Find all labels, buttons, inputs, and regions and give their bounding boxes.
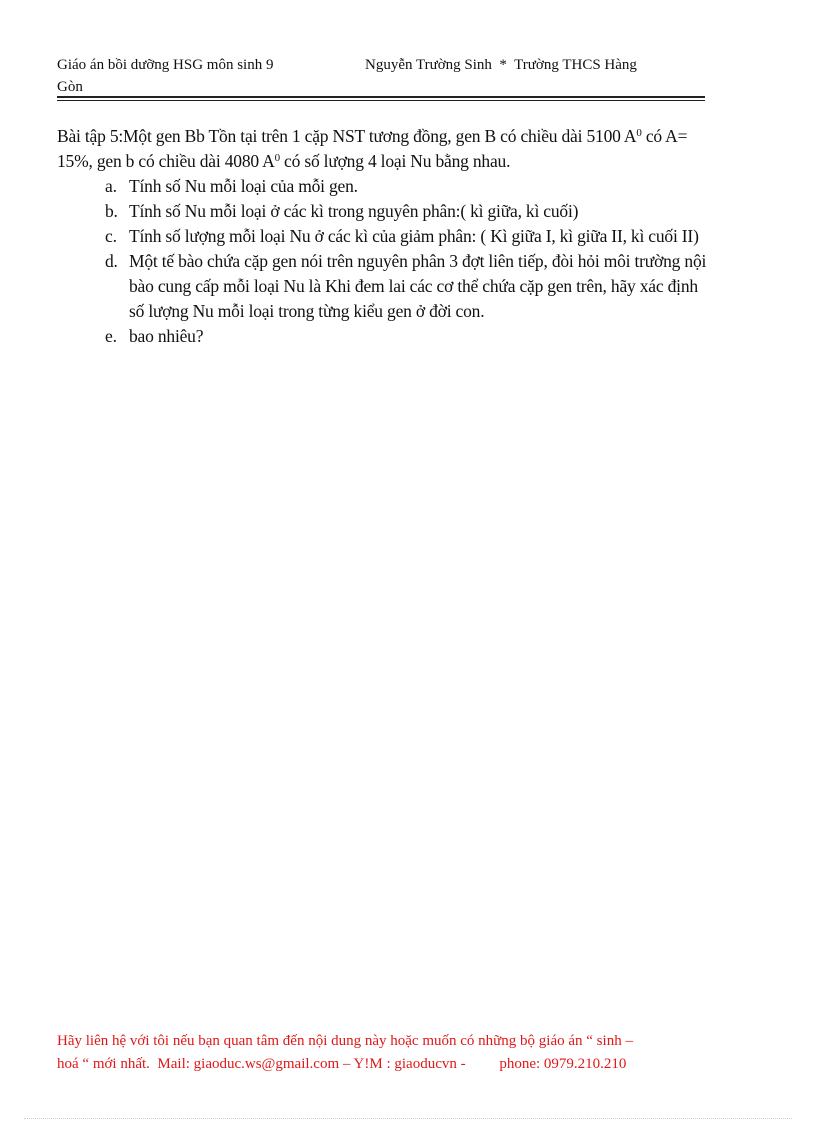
question-item (105, 174, 712, 199)
angstrom-superscript-1: 0 (636, 127, 642, 139)
question-list (57, 174, 712, 349)
angstrom-superscript-2: 0 (274, 152, 280, 164)
problem-body (57, 124, 712, 349)
question-text: Tính số Nu mỗi loại của mỗi gen. (129, 176, 358, 196)
question-marker: a. (105, 176, 117, 196)
question-marker: d. (105, 251, 118, 271)
question-marker: c. (105, 226, 117, 246)
question-text: Một tế bào chứa cặp gen nói trên nguyên phân 3 đợt liên tiếp, đòi hỏi môi trường nội bào cung cấp mỗi loại Nu là Khi đem lai các cơ thể chứa cặp gen trên, hãy xác định số lượng Nu mỗi loại trong từng kiểu gen ở đời con. (129, 251, 707, 321)
question-marker: e. (105, 326, 117, 346)
header-rule-thin (57, 100, 705, 101)
header-rule-thick (57, 96, 705, 98)
question-item (105, 324, 712, 349)
header-author-school: Nguyễn Trường Sinh * Trường THCS Hàng (365, 57, 637, 73)
question-text: Tính số Nu mỗi loại ở các kì trong nguyên phân:( kì giữa, kì cuối) (129, 201, 579, 221)
contact-footer (57, 1030, 717, 1076)
question-text: Tính số lượng mỗi loại Nu ở các kì của giảm phân: ( Kì giữa I, kì giữa II, kì cuối II) (129, 226, 699, 246)
footer-line-2: hoá “ mới nhất. Mail: giaoduc.ws@gmail.com – Y!M : giaoducvn - phone: 0979.210.210 (57, 1056, 627, 1072)
question-text: bao nhiêu? (129, 326, 204, 346)
question-item (105, 249, 712, 324)
footer-line-1: Hãy liên hệ với tôi nếu bạn quan tâm đến nội dung này hoặc muốn có những bộ giáo án “ sinh – (57, 1033, 633, 1049)
intro-part-2: có A= 15%, gen b có chiều dài 4080 A (57, 126, 688, 171)
page-bottom-divider (24, 1118, 792, 1119)
header-school-wrap: Gòn (57, 79, 83, 95)
question-marker: b. (105, 201, 118, 221)
intro-part-3: có số lượng 4 loại Nu bằng nhau. (279, 151, 511, 171)
problem-intro (57, 124, 712, 174)
header-course-title: Giáo án bồi dưỡng HSG môn sinh 9 (57, 57, 274, 73)
question-item (105, 224, 712, 249)
intro-part-1: Bài tập 5:Một gen Bb Tồn tại trên 1 cặp NST tương đồng, gen B có chiều dài 5100 A (57, 126, 637, 146)
question-item (105, 199, 712, 224)
